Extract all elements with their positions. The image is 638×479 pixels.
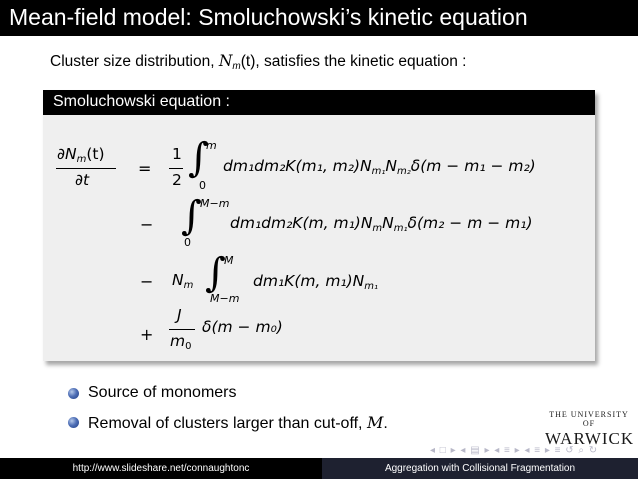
line3-pre-symbol: N	[172, 271, 184, 289]
list-item	[66, 384, 406, 406]
source-num-text: J	[177, 306, 182, 324]
integral-sign-2: ∫	[181, 193, 202, 239]
half-fraction-line	[169, 168, 183, 169]
line2-upper-limit: M−m	[200, 197, 230, 210]
line3-upper-limit: M	[224, 254, 234, 267]
equation-block-header	[43, 90, 595, 115]
line2-integrand: dm₁dm₂K(m, $m_1)N_mN_{m_1}\delta(m_2 - m - m_1)$	[230, 214, 533, 234]
plus-sign: +	[140, 325, 154, 344]
half-denominator: 2	[172, 171, 182, 189]
intro-after: , satisfies the kinetic equation :	[255, 53, 467, 70]
source-tail: δ(m − m₀)	[202, 318, 283, 336]
bullet-text	[88, 413, 388, 433]
intro-symbol: N	[218, 52, 233, 70]
bullet-text: Source of monomers	[88, 384, 237, 401]
source-denominator: m0	[170, 332, 192, 352]
title-bar	[0, 0, 638, 36]
slide-title: Mean-field model: Smoluchowski’s kinetic equation	[9, 4, 528, 30]
line1-tail: δ(m − m₁ − m₂)	[410, 157, 536, 175]
line1-body: dm₁dm₂K(m₁, m₂)N	[223, 157, 372, 175]
lhs-num-arg: (t)	[86, 145, 105, 163]
bullet-text-after: .	[383, 415, 388, 432]
footer-left: http://www.slideshare.net/connaughtonc	[72, 463, 250, 474]
lhs-numerator	[57, 145, 105, 165]
footer-right: Aggregation with Collisional Fragmentation	[322, 458, 638, 479]
equation-block	[43, 90, 595, 361]
university-logo	[545, 410, 633, 449]
equation-block-body	[43, 115, 595, 361]
lhs-den-text: ∂t	[75, 171, 90, 189]
minus-sign-2: −	[140, 272, 154, 291]
line3-integrand: dm₁K(m, $m_1)N_{m_1}$	[253, 272, 379, 292]
line1-upper-limit: m	[206, 139, 217, 152]
line3-body: dm₁K(m, m₁)N	[253, 272, 365, 290]
lhs-fraction-line	[56, 168, 116, 169]
bullet-symbol: M	[366, 413, 384, 432]
intro-arg: (t)	[240, 53, 256, 70]
logo-line-1: THE UNIVERSITY OF	[549, 410, 629, 428]
line3-prefix: $N_m$	[172, 271, 194, 291]
line2-body: dm₁dm₂K(m, m₁)N	[230, 214, 373, 232]
line1-integrand: dm₁dm₂K(m₁, $m_2)N_{m_1}N_{m_2}\delta(m - m_1 - m_2)$	[223, 157, 536, 177]
source-numerator	[177, 306, 182, 324]
lhs-num-sub: m	[76, 154, 87, 165]
intro-text	[50, 52, 466, 72]
equation-block-title: Smoluchowski equation :	[53, 93, 230, 110]
bullet-icon	[68, 417, 79, 428]
lhs-num-symbol: ∂N	[57, 145, 77, 163]
intro-before: Cluster size distribution,	[50, 53, 219, 70]
minus-sign-1: −	[140, 215, 154, 234]
logo-line-2: WARWICK	[545, 429, 635, 448]
integral-sign-3: ∫	[205, 250, 226, 296]
beamer-navigation-icons[interactable]: ◂ □ ▸ ◂ ▤ ▸ ◂ ≡ ▸ ◂ ≡ ▸ ≡ ↺ ⌕ ↻	[430, 445, 599, 456]
bullet-icon	[68, 388, 79, 399]
list-item	[66, 413, 406, 435]
intro-sub: m	[232, 61, 241, 72]
equals-sign: =	[138, 159, 152, 178]
bullet-text-before: Removal of clusters larger than cut-off,	[88, 415, 367, 432]
line1-lower-limit: 0	[199, 179, 206, 192]
line2-tail: δ(m₂ − m − m₁)	[407, 214, 533, 232]
line2-lower-limit: 0	[184, 236, 191, 249]
source-delta	[202, 318, 283, 336]
line3-lower-limit: M−m	[210, 292, 240, 305]
source-den-text: m	[170, 332, 186, 350]
lhs-denominator	[75, 171, 89, 189]
source-fraction-line	[169, 329, 195, 330]
footer-bar	[0, 458, 638, 479]
half-numerator: 1	[172, 145, 182, 163]
integral-sign-1: ∫	[188, 135, 209, 181]
